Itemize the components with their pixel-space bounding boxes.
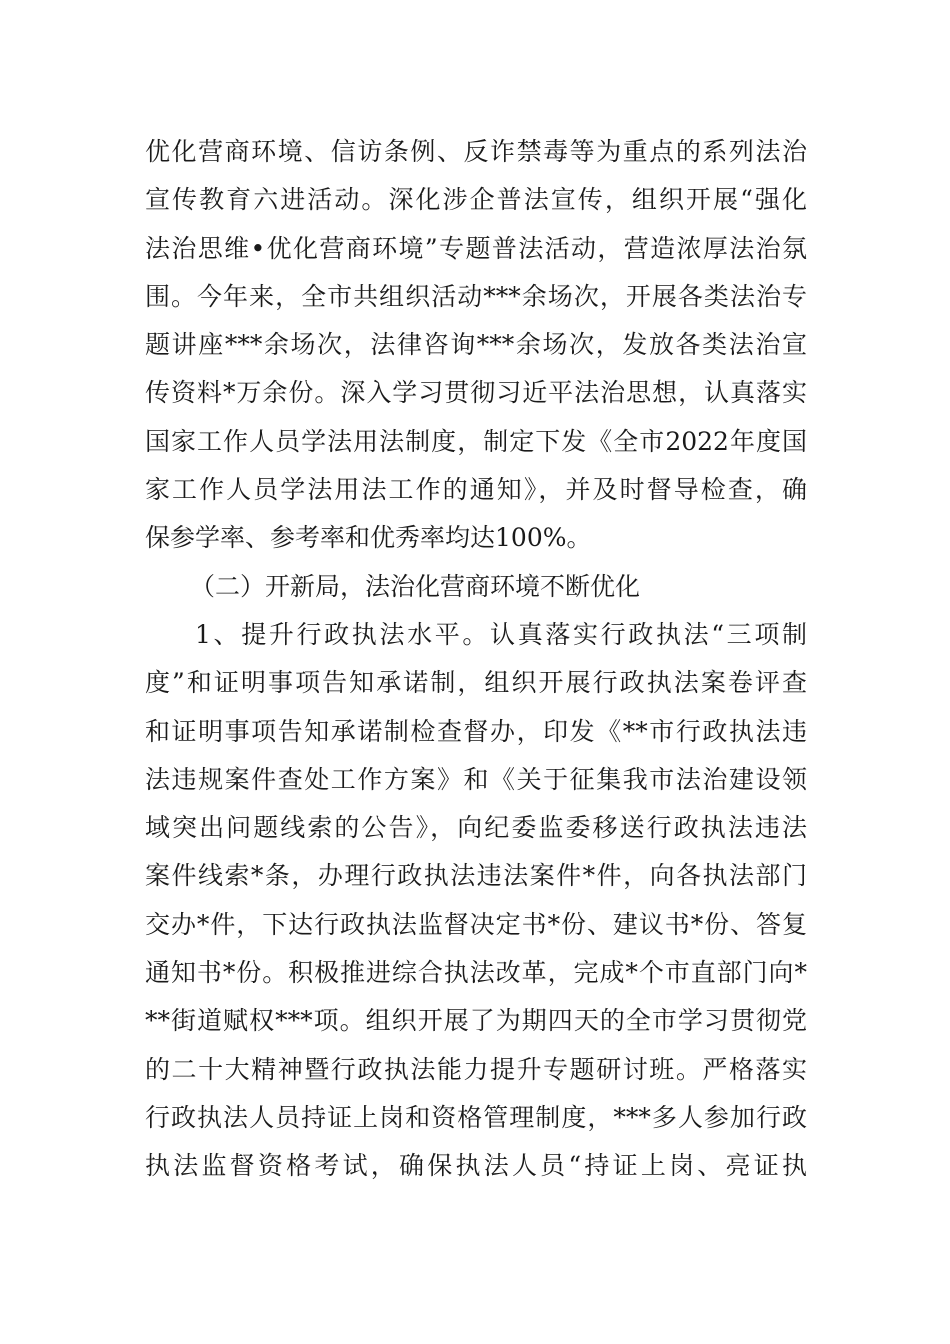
- paragraph-line: 交办*件，下达行政执法监督决定书*份、建议书*份、答复: [145, 909, 807, 939]
- paragraph-line: 围。今年来，全市共组织活动***余场次，开展各类法治专: [145, 281, 807, 311]
- document-body: [145, 128, 807, 1191]
- paragraph-line: 通知书*份。积极推进综合执法改革，完成*个市直部门向*: [145, 958, 807, 988]
- paragraph-line: 执法监督资格考试，确保执法人员“持证上岗、亮证执: [145, 1151, 807, 1181]
- section-heading: （二）开新局，法治化营商环境不断优化: [190, 571, 641, 601]
- paragraph-line: 的二十大精神暨行政执法能力提升专题研讨班。严格落实: [145, 1054, 807, 1084]
- paragraph-line: 域突出问题线索的公告》，向纪委监委移送行政执法违法: [145, 813, 807, 843]
- paragraph-line: 优化营商环境、信访条例、反诈禁毒等为重点的系列法治: [145, 137, 807, 166]
- paragraph-line: **街道赋权***项。组织开展了为期四天的全市学习贯彻党: [145, 1006, 807, 1036]
- paragraph-line: 法违规案件查处工作方案》和《关于征集我市法治建设领: [145, 764, 807, 794]
- paragraph-1: [145, 128, 807, 563]
- paragraph-line: 案件线索*条，办理行政执法违法案件*件，向各执法部门: [145, 861, 807, 891]
- paragraph-line: 家工作人员学法用法工作的通知》，并及时督导检查，确: [145, 475, 807, 505]
- paragraph-line: 传资料*万余份。深入学习贯彻习近平法治思想，认真落实: [145, 378, 807, 408]
- paragraph-line: 题讲座***余场次，法律咨询***余场次，发放各类法治宣: [145, 330, 807, 360]
- paragraph-line: 行政执法人员持证上岗和资格管理制度，***多人参加行政: [145, 1102, 807, 1132]
- paragraph-line: 1、提升行政执法水平。认真落实行政执法“三项制: [195, 619, 807, 649]
- paragraph-line: 度”和证明事项告知承诺制，组织开展行政执法案卷评查: [145, 668, 807, 698]
- paragraph-line: 国家工作人员学法用法制度，制定下发《全市2022年度国: [145, 426, 807, 456]
- paragraph-line: 法治思维•优化营商环境”专题普法活动，营造浓厚法治氛: [145, 233, 807, 263]
- paragraph-2: [145, 611, 807, 1191]
- paragraph-line: 和证明事项告知承诺制检查督办，印发《**市行政执法违: [145, 716, 807, 746]
- paragraph-line: 保参学率、参考率和优秀率均达100%。: [145, 523, 592, 553]
- paragraph-line: 宣传教育六进活动。深化涉企普法宣传，组织开展“强化: [145, 185, 807, 215]
